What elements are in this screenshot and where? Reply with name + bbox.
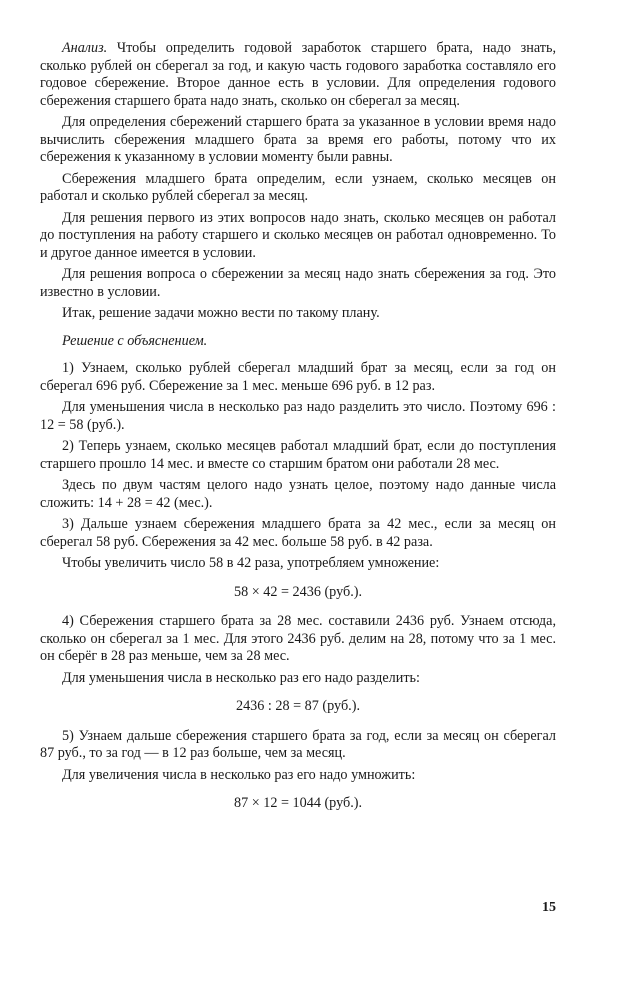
step-2-explanation: Здесь по двум частям целого надо узнать целое, поэтому надо данные числа сложить: 14 + 28 = 42 (мес.). — [40, 477, 556, 511]
formula-step-4: 2436 : 28 = 87 (руб.). — [235, 698, 360, 714]
step-3: 3) Дальше узнаем сбережения младшего брата за 42 мес., если за месяц он сберегал 58 руб. Сбережения за 42 мес. больше 58 руб. в 42 раза. — [40, 516, 556, 550]
analysis-paragraph-3: Сбережения младшего брата определим, если узнаем, сколько месяцев он работал и сколько рублей сберегал за месяц. — [40, 170, 556, 204]
analysis-paragraph-2: Для определения сбережений старшего брата за указанное в условии время надо вычислить сбережения младшего брата за время его работы, потому что их сбережения к указанному в условии моменту были равны. — [40, 114, 556, 165]
page-number: 15 — [542, 900, 556, 915]
solution-heading: Решение с объяснением. — [62, 332, 208, 349]
step-1: 1) Узнаем, сколько рублей сберегал младший брат за месяц, если за год он сберегал 696 руб. Сбережение за 1 мес. меньше 696 руб. в 12 раз. — [40, 360, 556, 394]
formula-step-3: 58 × 42 = 2436 (руб.). — [233, 583, 363, 600]
step-3-explanation: Чтобы увеличить число 58 в 42 раза, употребляем умножение: — [62, 555, 440, 571]
analysis-paragraph-5: Для решения вопроса о сбережении за месяц надо знать сбережения за год. Это известно в условии. — [40, 266, 556, 300]
analysis-paragraph-6: Итак, решение задачи можно вести по такому плану. — [62, 305, 380, 321]
step-2: 2) Теперь узнаем, сколько месяцев работал младший брат, если до поступления старшего прошло 14 мес. и вместе со старшим братом они работали 28 мес. — [40, 438, 556, 472]
step-4-explanation: Для уменьшения числа в несколько раз его надо разделить: — [62, 669, 420, 686]
analysis-paragraph-4: Для решения первого из этих вопросов надо знать, сколько месяцев он работал до поступления на работу старшего и сколько месяцев он работал одновременно. То и другое данное имеется в условии. — [40, 209, 556, 261]
analysis-paragraph-1 — [40, 40, 556, 110]
formula-step-5: 87 × 12 = 1044 (руб.). — [233, 795, 363, 811]
step-4: 4) Сбережения старшего брата за 28 мес. составили 2436 руб. Узнаем отсюда, сколько он сберегал за 1 мес. Для этого 2436 руб. делим на 28, потому что за 1 мес. он сберёг в 28 раз меньше, чем за 28 мес. — [40, 613, 556, 664]
analysis-label: Анализ. — [62, 40, 108, 56]
step-5-explanation: Для увеличения числа в несколько раз его надо умножить: — [62, 766, 416, 783]
step-1-explanation: Для уменьшения числа в несколько раз надо разделить это число. Поэтому 696 : 12 = 58 (руб.). — [40, 399, 556, 433]
page-content — [40, 40, 556, 825]
analysis-text-1: Чтобы определить годовой заработок старшего брата, надо знать, сколько рублей он сберегал за год, и какую часть годового заработка составляло его годовое сбережение. Второе данное есть в условии. Для определения годового сбережения старшего брата надо знать, сколько он сберегал за месяц. — [40, 40, 556, 109]
step-5: 5) Узнаем дальше сбережения старшего брата за год, если за месяц он сберегал 87 руб., то за год — в 12 раз больше, чем за месяц. — [40, 727, 556, 761]
